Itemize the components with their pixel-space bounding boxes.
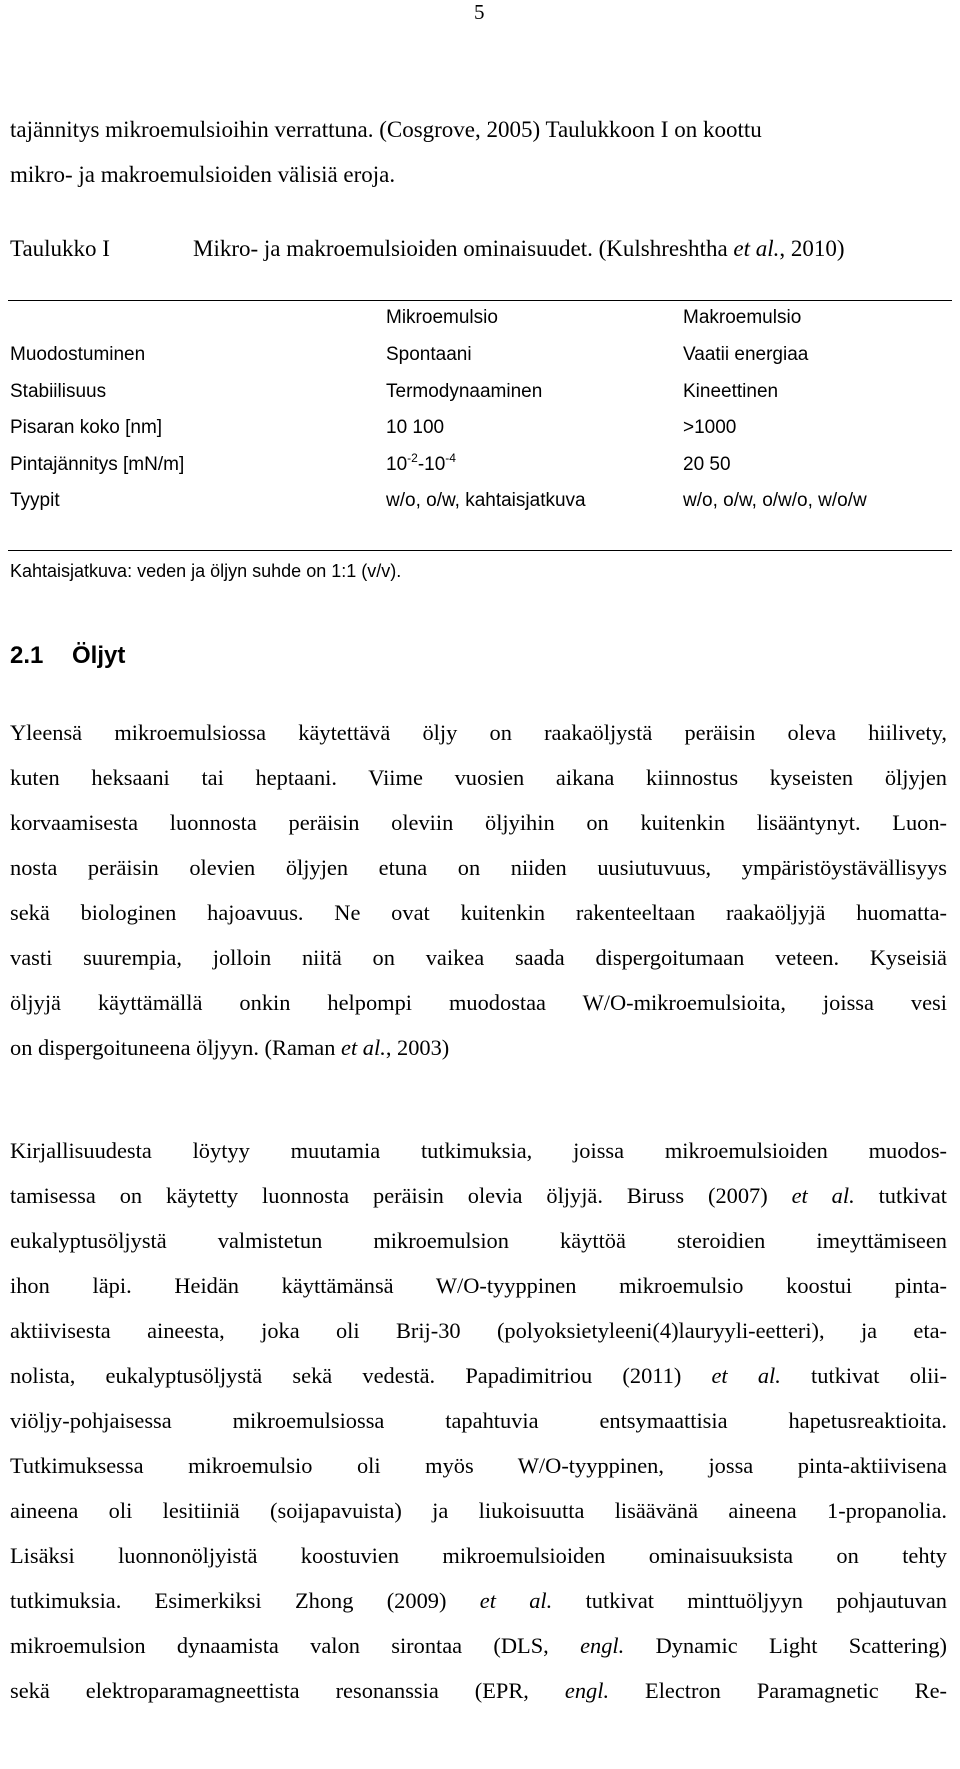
paragraph	[10, 1128, 947, 1713]
paragraph-line	[10, 1025, 947, 1070]
line-text: mikroemulsion dynaamista valon sirontaa (DLS,	[10, 1633, 581, 1658]
line-text: nolista, eukalyptusöljystä sekä vedestä. Papadimitriou (2011)	[10, 1363, 712, 1388]
paragraph-line: ihon läpi. Heidän käyttämänsä W/O-tyyppinen mikroemulsio koostui pinta-	[10, 1273, 947, 1298]
table-label: Taulukko I	[10, 236, 110, 261]
line-text: Electron Paramagnetic Re-	[609, 1678, 948, 1703]
paragraph-line: kuten heksaani tai heptaani. Viime vuosien aikana kiinnostus kyseisten öljyjen	[10, 765, 947, 790]
italic-text: et al.	[791, 1183, 855, 1208]
row-label: Muodostuminen	[10, 344, 146, 365]
paragraph-line: sekä biologinen hajoavuus. Ne ovat kuitenkin rakenteeltaan raakaöljyjä huomatta-	[10, 900, 947, 925]
section-heading	[10, 641, 125, 671]
paragraph-line	[10, 1353, 947, 1398]
intro-line: tajännitys mikroemulsioihin verrattuna. (Cosgrove, 2005) Taulukkoon I on koottu	[10, 117, 762, 142]
table-cell: w/o, o/w, o/w/o, w/o/w	[683, 490, 867, 511]
table-cell: Vaatii energiaa	[683, 344, 809, 365]
intro-line: mikro- ja makroemulsioiden välisiä eroja.	[10, 162, 396, 187]
paragraph-line	[10, 1578, 947, 1623]
line-text: sekä elektroparamagneettista resonanssia (EPR,	[10, 1678, 565, 1703]
paragraph-line: nosta peräisin olevien öljyjen etuna on niiden uusiutuvuus, ympäristöystävällisyys	[10, 855, 947, 880]
table-row	[8, 450, 952, 480]
table-bottom-rule	[8, 550, 952, 551]
table-row	[8, 377, 952, 407]
line-text: , 2003)	[385, 1035, 450, 1060]
page-number: 5	[474, 0, 485, 24]
paragraph-line: Kirjallisuudesta löytyy muutamia tutkimuksia, joissa mikroemulsioiden muodos-	[10, 1138, 947, 1163]
section-title: Öljyt	[72, 642, 126, 669]
row-label: Pisaran koko [nm]	[10, 417, 163, 438]
row-label: Stabiilisuus	[10, 381, 107, 402]
exponent: -2	[407, 451, 418, 465]
cell-text: 10	[386, 454, 408, 475]
paragraph-line: korvaamisesta luonnosta peräisin oleviin öljyihin on kuitenkin lisääntynyt. Luon-	[10, 810, 947, 835]
paragraph-line: Tutkimuksessa mikroemulsio oli myös W/O-tyyppinen, jossa pinta-aktiivisena	[10, 1453, 947, 1478]
table-cell: w/o, o/w, kahtaisjatkuva	[386, 490, 586, 511]
line-text: on dispergoituneena öljyyn. (Raman	[10, 1035, 342, 1060]
section-number: 2.1	[10, 642, 44, 669]
table-row	[8, 413, 952, 443]
table-cell: Termodynaaminen	[386, 381, 543, 402]
table-row	[8, 486, 952, 516]
table-cell: Spontaani	[386, 344, 472, 365]
paragraph-line: Yleensä mikroemulsiossa käytettävä öljy on raakaöljystä peräisin oleva hiilivety,	[10, 720, 947, 745]
paragraph	[10, 710, 947, 1070]
table-cell: Kineettinen	[683, 381, 779, 402]
column-header: Makroemulsio	[683, 307, 802, 328]
caption-text: , 2010)	[779, 236, 845, 261]
line-text: tutkivat minttuöljyyn pohjautuvan	[552, 1588, 948, 1613]
line-text: tutkivat	[854, 1183, 947, 1208]
table-footnote: Kahtaisjatkuva: veden ja öljyn suhde on 1:1 (v/v).	[10, 561, 402, 581]
table-title	[193, 234, 948, 264]
table-header-row	[8, 303, 952, 333]
paragraph-line: öljyjä käyttämällä onkin helpompi muodostaa W/O-mikroemulsioita, joissa vesi	[10, 990, 947, 1015]
caption-italic: et al.	[733, 236, 780, 261]
italic-text: et al.	[479, 1588, 553, 1613]
line-text: Dynamic Light Scattering)	[624, 1633, 948, 1658]
exponent: -4	[445, 451, 456, 465]
italic-text: engl.	[564, 1678, 610, 1703]
paragraph-line	[10, 1668, 947, 1713]
italic-text: et al.	[341, 1035, 386, 1060]
paragraph-line: viöljy-pohjaisessa mikroemulsiossa tapahtuvia entsymaattisia hapetusreaktioita.	[10, 1408, 947, 1433]
paragraph-line	[10, 1173, 947, 1218]
column-header: Mikroemulsio	[386, 307, 498, 328]
intro-paragraph	[10, 107, 940, 197]
line-text: tamisessa on käytetty luonnosta peräisin olevia öljyjä. Biruss (2007)	[10, 1183, 792, 1208]
table-top-rule	[8, 300, 952, 301]
paragraph-line: aineena oli lesitiiniä (soijapavuista) ja liukoisuutta lisäävänä aineena 1-propanolia.	[10, 1498, 947, 1523]
table-row	[8, 340, 952, 370]
caption-text: Mikro- ja makroemulsioiden ominaisuudet. (Kulshreshtha	[193, 236, 734, 261]
row-label: Tyypit	[10, 490, 60, 511]
line-text: tutkivat olii-	[780, 1363, 947, 1388]
cell-text: -10	[417, 454, 446, 475]
line-text: tutkimuksia. Esimerkiksi Zhong (2009)	[10, 1588, 480, 1613]
italic-text: et al.	[711, 1363, 781, 1388]
paragraph-line: aktiivisesta aineesta, joka oli Brij-30 (polyoksietyleeni(4)lauryyli-eetteri), ja eta-	[10, 1318, 947, 1343]
italic-text: engl.	[580, 1633, 625, 1658]
paragraph-line: vasti suurempia, jolloin niitä on vaikea saada dispergoitumaan veteen. Kyseisiä	[10, 945, 947, 970]
table-cell	[386, 450, 456, 480]
paragraph-line	[10, 1623, 947, 1668]
row-label: Pintajännitys [mN/m]	[10, 454, 185, 475]
table-cell: 20 50	[683, 454, 731, 475]
paragraph-line: Lisäksi luonnonöljyistä koostuvien mikroemulsioiden ominaisuuksista on tehty	[10, 1543, 947, 1568]
paragraph-line: eukalyptusöljystä valmistetun mikroemulsion käyttöä steroidien imeyttämiseen	[10, 1228, 947, 1253]
table-cell: >1000	[683, 417, 737, 438]
table-cell: 10 100	[386, 417, 445, 438]
